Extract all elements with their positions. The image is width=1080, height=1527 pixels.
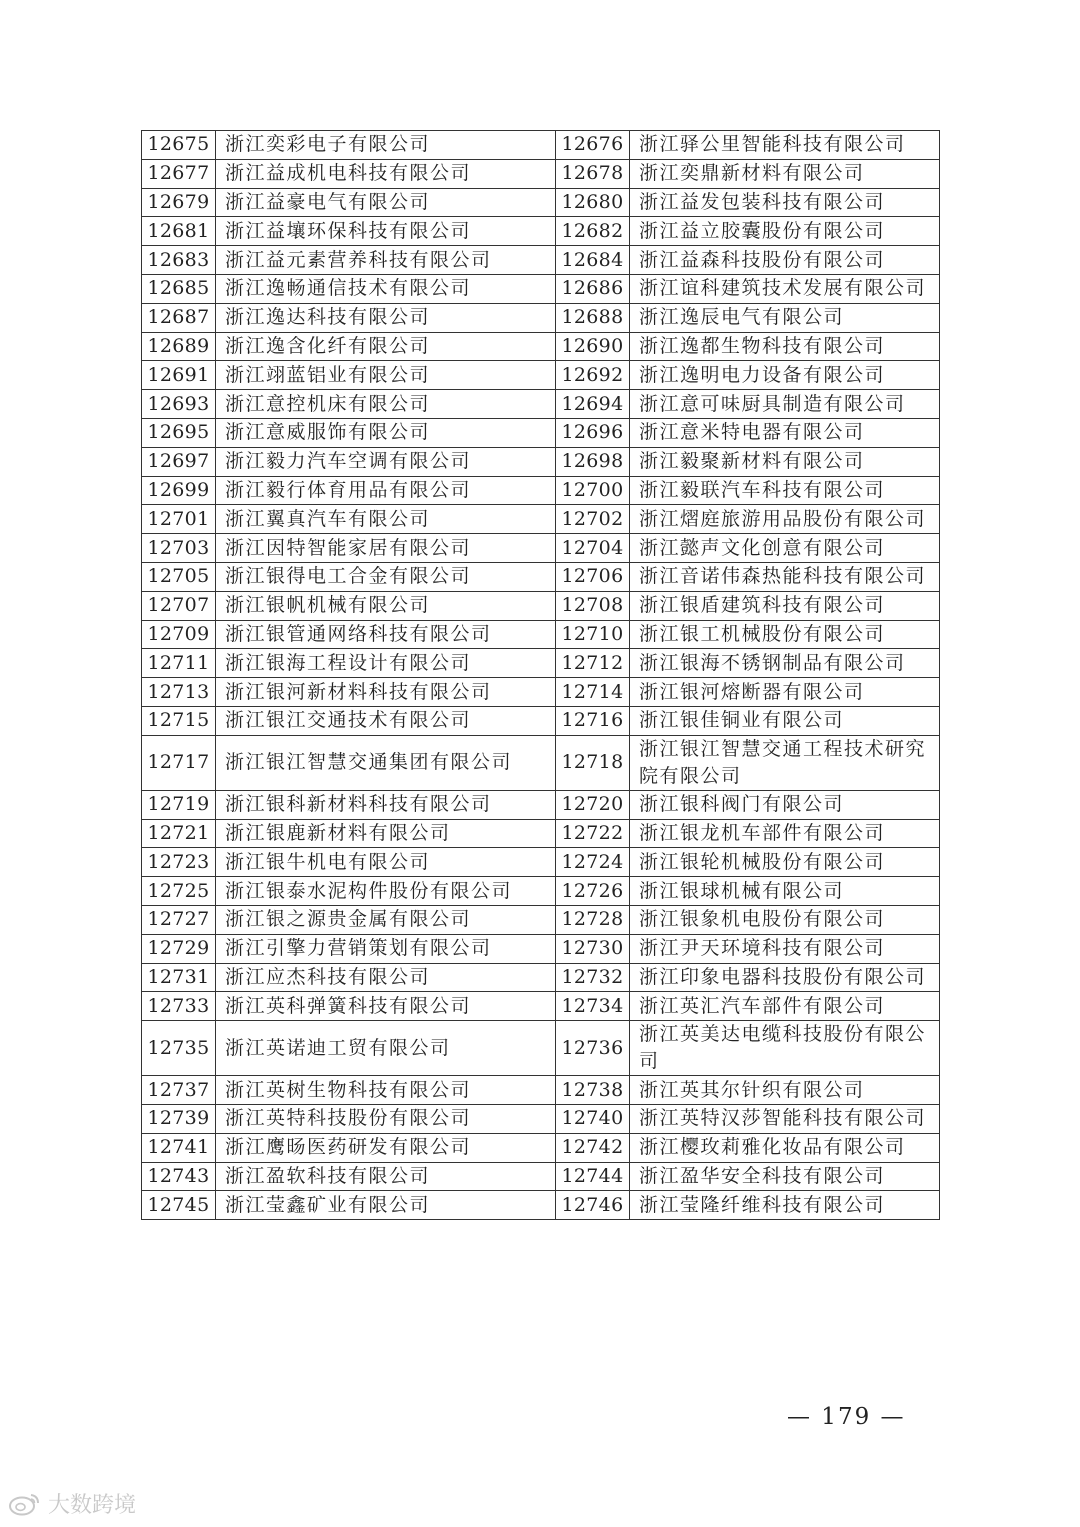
table-row <box>142 678 940 707</box>
company-number-right: 12712 <box>556 649 630 678</box>
company-number-left: 12691 <box>142 361 216 390</box>
company-number-left: 12689 <box>142 332 216 361</box>
company-number-right: 12714 <box>556 678 630 707</box>
table-row <box>142 1021 940 1076</box>
company-number-right: 12728 <box>556 905 630 934</box>
company-name-left: 浙江银之源贵金属有限公司 <box>216 905 556 934</box>
company-name-left: 浙江翊蓝铝业有限公司 <box>216 361 556 390</box>
company-name-right: 浙江银球机械有限公司 <box>630 877 940 906</box>
company-name-left: 浙江银海工程设计有限公司 <box>216 649 556 678</box>
company-name-left: 浙江银鹿新材料有限公司 <box>216 819 556 848</box>
company-name-left: 浙江银帆机械有限公司 <box>216 591 556 620</box>
company-name-right: 浙江银轮机械股份有限公司 <box>630 848 940 877</box>
company-name-right: 浙江毅聚新材料有限公司 <box>630 447 940 476</box>
company-name-left: 浙江英诺迪工贸有限公司 <box>216 1021 556 1076</box>
page-number: — 179 — <box>787 1404 906 1430</box>
company-name-right: 浙江印象电器科技股份有限公司 <box>630 963 940 992</box>
company-name-right: 浙江熠庭旅游用品股份有限公司 <box>630 505 940 534</box>
company-number-right: 12742 <box>556 1133 630 1162</box>
company-name-left: 浙江毅行体育用品有限公司 <box>216 476 556 505</box>
company-name-right: 浙江懿声文化创意有限公司 <box>630 534 940 563</box>
table-row <box>142 1076 940 1105</box>
company-number-right: 12718 <box>556 735 630 790</box>
company-name-left: 浙江银牛机电有限公司 <box>216 848 556 877</box>
company-name-left: 浙江逸达科技有限公司 <box>216 303 556 332</box>
company-name-right: 浙江意可味厨具制造有限公司 <box>630 390 940 419</box>
company-name-right: 浙江毅联汽车科技有限公司 <box>630 476 940 505</box>
table-row <box>142 159 940 188</box>
company-number-left: 12713 <box>142 678 216 707</box>
company-number-right: 12740 <box>556 1104 630 1133</box>
company-name-left: 浙江逸畅通信技术有限公司 <box>216 274 556 303</box>
company-number-right: 12682 <box>556 217 630 246</box>
company-number-right: 12744 <box>556 1162 630 1191</box>
table-row <box>142 505 940 534</box>
company-name-right: 浙江音诺伟森热能科技有限公司 <box>630 562 940 591</box>
company-name-left: 浙江益壤环保科技有限公司 <box>216 217 556 246</box>
weibo-logo-icon <box>8 1491 42 1517</box>
company-number-right: 12690 <box>556 332 630 361</box>
company-name-right: 浙江益森科技股份有限公司 <box>630 246 940 275</box>
company-name-right: 浙江意米特电器有限公司 <box>630 418 940 447</box>
company-number-left: 12743 <box>142 1162 216 1191</box>
company-name-left: 浙江银泰水泥构件股份有限公司 <box>216 877 556 906</box>
company-name-left: 浙江银科新材料科技有限公司 <box>216 790 556 819</box>
table-row <box>142 361 940 390</box>
company-name-left: 浙江盈软科技有限公司 <box>216 1162 556 1191</box>
company-name-left: 浙江意控机床有限公司 <box>216 390 556 419</box>
company-number-left: 12693 <box>142 390 216 419</box>
company-name-right: 浙江银河熔断器有限公司 <box>630 678 940 707</box>
company-number-left: 12697 <box>142 447 216 476</box>
company-number-right: 12732 <box>556 963 630 992</box>
table-row <box>142 246 940 275</box>
company-name-right: 浙江银江智慧交通工程技术研究院有限公司 <box>630 735 940 790</box>
company-name-left: 浙江益成机电科技有限公司 <box>216 159 556 188</box>
company-number-right: 12738 <box>556 1076 630 1105</box>
company-name-right: 浙江英美达电缆科技股份有限公司 <box>630 1021 940 1076</box>
company-name-left: 浙江银江智慧交通集团有限公司 <box>216 735 556 790</box>
company-number-left: 12733 <box>142 992 216 1021</box>
company-name-right: 浙江银象机电股份有限公司 <box>630 905 940 934</box>
company-name-right: 浙江英汇汽车部件有限公司 <box>630 992 940 1021</box>
company-name-right: 浙江奕鼎新材料有限公司 <box>630 159 940 188</box>
company-name-right: 浙江银海不锈钢制品有限公司 <box>630 649 940 678</box>
company-number-left: 12707 <box>142 591 216 620</box>
table-row <box>142 819 940 848</box>
table-row <box>142 562 940 591</box>
company-name-left: 浙江翼真汽车有限公司 <box>216 505 556 534</box>
company-name-left: 浙江逸含化纤有限公司 <box>216 332 556 361</box>
company-name-left: 浙江引擎力营销策划有限公司 <box>216 934 556 963</box>
company-list-body <box>142 131 940 1220</box>
table-row <box>142 188 940 217</box>
company-number-left: 12677 <box>142 159 216 188</box>
company-name-right: 浙江英特汉莎智能科技有限公司 <box>630 1104 940 1133</box>
company-number-right: 12688 <box>556 303 630 332</box>
company-number-right: 12686 <box>556 274 630 303</box>
company-number-right: 12720 <box>556 790 630 819</box>
table-row <box>142 274 940 303</box>
company-name-right: 浙江盈华安全科技有限公司 <box>630 1162 940 1191</box>
table-row <box>142 1104 940 1133</box>
watermark-text: 大数跨境 <box>48 1493 137 1518</box>
table-row <box>142 963 940 992</box>
table-row <box>142 848 940 877</box>
company-name-right: 浙江尹天环境科技有限公司 <box>630 934 940 963</box>
company-name-right: 浙江银佳铜业有限公司 <box>630 706 940 735</box>
table-row <box>142 905 940 934</box>
table-row <box>142 534 940 563</box>
company-number-left: 12729 <box>142 934 216 963</box>
table-row <box>142 217 940 246</box>
company-number-right: 12736 <box>556 1021 630 1076</box>
table-row <box>142 934 940 963</box>
company-name-right: 浙江逸明电力设备有限公司 <box>630 361 940 390</box>
company-number-left: 12715 <box>142 706 216 735</box>
table-row <box>142 591 940 620</box>
table-row <box>142 447 940 476</box>
company-name-left: 浙江银管通网络科技有限公司 <box>216 620 556 649</box>
company-number-right: 12716 <box>556 706 630 735</box>
company-number-right: 12746 <box>556 1191 630 1220</box>
company-number-left: 12681 <box>142 217 216 246</box>
company-number-left: 12725 <box>142 877 216 906</box>
company-name-right: 浙江莹隆纤维科技有限公司 <box>630 1191 940 1220</box>
company-number-left: 12675 <box>142 131 216 160</box>
company-number-left: 12703 <box>142 534 216 563</box>
company-name-left: 浙江毅力汽车空调有限公司 <box>216 447 556 476</box>
company-name-right: 浙江银工机械股份有限公司 <box>630 620 940 649</box>
company-number-left: 12685 <box>142 274 216 303</box>
company-name-right: 浙江银科阀门有限公司 <box>630 790 940 819</box>
company-number-left: 12717 <box>142 735 216 790</box>
company-name-right: 浙江银龙机车部件有限公司 <box>630 819 940 848</box>
company-number-right: 12678 <box>556 159 630 188</box>
company-name-left: 浙江因特智能家居有限公司 <box>216 534 556 563</box>
company-number-right: 12724 <box>556 848 630 877</box>
company-name-right: 浙江驿公里智能科技有限公司 <box>630 131 940 160</box>
company-number-left: 12705 <box>142 562 216 591</box>
table-row <box>142 1191 940 1220</box>
company-name-right: 浙江逸辰电气有限公司 <box>630 303 940 332</box>
company-name-left: 浙江益豪电气有限公司 <box>216 188 556 217</box>
table-row <box>142 332 940 361</box>
table-row <box>142 706 940 735</box>
table-row <box>142 476 940 505</box>
company-name-left: 浙江银江交通技术有限公司 <box>216 706 556 735</box>
table-row <box>142 131 940 160</box>
company-name-left: 浙江英科弹簧科技有限公司 <box>216 992 556 1021</box>
company-name-left: 浙江英树生物科技有限公司 <box>216 1076 556 1105</box>
company-number-left: 12737 <box>142 1076 216 1105</box>
company-name-left: 浙江银河新材料科技有限公司 <box>216 678 556 707</box>
company-number-right: 12702 <box>556 505 630 534</box>
company-name-right: 浙江谊科建筑技术发展有限公司 <box>630 274 940 303</box>
company-number-right: 12706 <box>556 562 630 591</box>
company-name-right: 浙江逸都生物科技有限公司 <box>630 332 940 361</box>
company-number-left: 12739 <box>142 1104 216 1133</box>
company-number-right: 12696 <box>556 418 630 447</box>
company-name-left: 浙江益元素营养科技有限公司 <box>216 246 556 275</box>
company-number-left: 12735 <box>142 1021 216 1076</box>
company-name-left: 浙江意威服饰有限公司 <box>216 418 556 447</box>
company-name-right: 浙江益立胶囊股份有限公司 <box>630 217 940 246</box>
company-number-left: 12723 <box>142 848 216 877</box>
company-number-right: 12684 <box>556 246 630 275</box>
company-number-left: 12687 <box>142 303 216 332</box>
table-row <box>142 790 940 819</box>
company-number-right: 12676 <box>556 131 630 160</box>
table-row <box>142 992 940 1021</box>
company-number-left: 12683 <box>142 246 216 275</box>
company-name-left: 浙江莹鑫矿业有限公司 <box>216 1191 556 1220</box>
company-number-right: 12704 <box>556 534 630 563</box>
company-number-right: 12700 <box>556 476 630 505</box>
table-row <box>142 620 940 649</box>
company-name-left: 浙江鹰旸医药研发有限公司 <box>216 1133 556 1162</box>
table-row <box>142 1133 940 1162</box>
table-row <box>142 735 940 790</box>
company-number-left: 12719 <box>142 790 216 819</box>
company-number-right: 12680 <box>556 188 630 217</box>
company-number-right: 12698 <box>556 447 630 476</box>
company-name-right: 浙江银盾建筑科技有限公司 <box>630 591 940 620</box>
table-row <box>142 303 940 332</box>
company-number-left: 12709 <box>142 620 216 649</box>
company-name-left: 浙江英特科技股份有限公司 <box>216 1104 556 1133</box>
company-list-table <box>141 130 940 1220</box>
company-number-left: 12701 <box>142 505 216 534</box>
company-name-left: 浙江应杰科技有限公司 <box>216 963 556 992</box>
company-number-right: 12694 <box>556 390 630 419</box>
company-number-left: 12741 <box>142 1133 216 1162</box>
company-number-left: 12695 <box>142 418 216 447</box>
company-number-left: 12711 <box>142 649 216 678</box>
company-name-right: 浙江樱玫莉雅化妆品有限公司 <box>630 1133 940 1162</box>
table-row <box>142 877 940 906</box>
company-name-right: 浙江英其尔针织有限公司 <box>630 1076 940 1105</box>
company-number-left: 12699 <box>142 476 216 505</box>
company-name-left: 浙江银得电工合金有限公司 <box>216 562 556 591</box>
company-number-right: 12722 <box>556 819 630 848</box>
table-row <box>142 390 940 419</box>
company-number-right: 12734 <box>556 992 630 1021</box>
company-number-left: 12745 <box>142 1191 216 1220</box>
company-name-right: 浙江益发包装科技有限公司 <box>630 188 940 217</box>
company-number-right: 12692 <box>556 361 630 390</box>
company-number-right: 12708 <box>556 591 630 620</box>
table-row <box>142 649 940 678</box>
company-number-left: 12731 <box>142 963 216 992</box>
company-number-left: 12727 <box>142 905 216 934</box>
watermark <box>8 1488 136 1519</box>
company-number-left: 12679 <box>142 188 216 217</box>
table-row <box>142 1162 940 1191</box>
company-number-right: 12726 <box>556 877 630 906</box>
company-number-right: 12730 <box>556 934 630 963</box>
table-row <box>142 418 940 447</box>
company-number-right: 12710 <box>556 620 630 649</box>
company-number-left: 12721 <box>142 819 216 848</box>
company-name-left: 浙江奕彩电子有限公司 <box>216 131 556 160</box>
